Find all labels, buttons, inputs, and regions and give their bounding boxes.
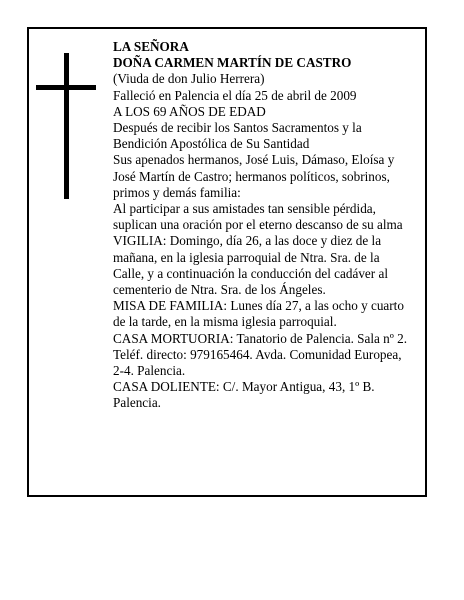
cross-vertical-bar — [64, 53, 69, 199]
phone-paragraph: Teléf. directo: 979165464. Avda. Comunidad Europea, 2-4. Palencia. — [113, 346, 402, 379]
family-mass-paragraph: MISA DE FAMILIA: Lunes día 27, a las ocho y cuarto de la tarde, en la misma iglesia parroquial. — [113, 298, 404, 330]
cross-horizontal-bar — [36, 85, 96, 90]
title-line: LA SEÑORA — [113, 39, 189, 54]
vigil-paragraph: VIGILIA: Domingo, día 26, a las doce y diez de la mañana, en la iglesia parroquial de Ntra. Sra. de la Calle, y a continuación la conducción del cadáver al cementerio de Ntra. Sra. de los Ángeles. — [113, 233, 388, 298]
latin-cross-icon — [36, 53, 96, 199]
age-line: A LOS 69 AÑOS DE EDAD — [113, 103, 266, 119]
mourning-house-paragraph: CASA DOLIENTE: C/. Mayor Antigua, 43, 1º B. Palencia. — [113, 379, 375, 411]
funeral-home-paragraph: CASA MORTUORIA: Tanatorio de Palencia. Sala nº 2. — [113, 330, 408, 346]
death-line: Falleció en Palencia el día 25 de abril de 2009 — [113, 87, 357, 103]
widow-of-line: (Viuda de don Julio Herrera) — [113, 71, 265, 87]
obituary-text — [113, 39, 409, 412]
request-paragraph: Al participar a sus amistades tan sensible pérdida, suplican una oración por el eterno descanso de su alma — [113, 201, 403, 233]
family-paragraph: Sus apenados hermanos, José Luis, Dámaso, Eloísa y José Martín de Castro; hermanos políticos, sobrinos, primos y demás familia: — [113, 152, 395, 200]
deceased-name: DOÑA CARMEN MARTÍN DE CASTRO — [113, 55, 352, 71]
sacraments-paragraph: Después de recibir los Santos Sacramentos y la Bendición Apostólica de Su Santidad — [113, 120, 362, 152]
